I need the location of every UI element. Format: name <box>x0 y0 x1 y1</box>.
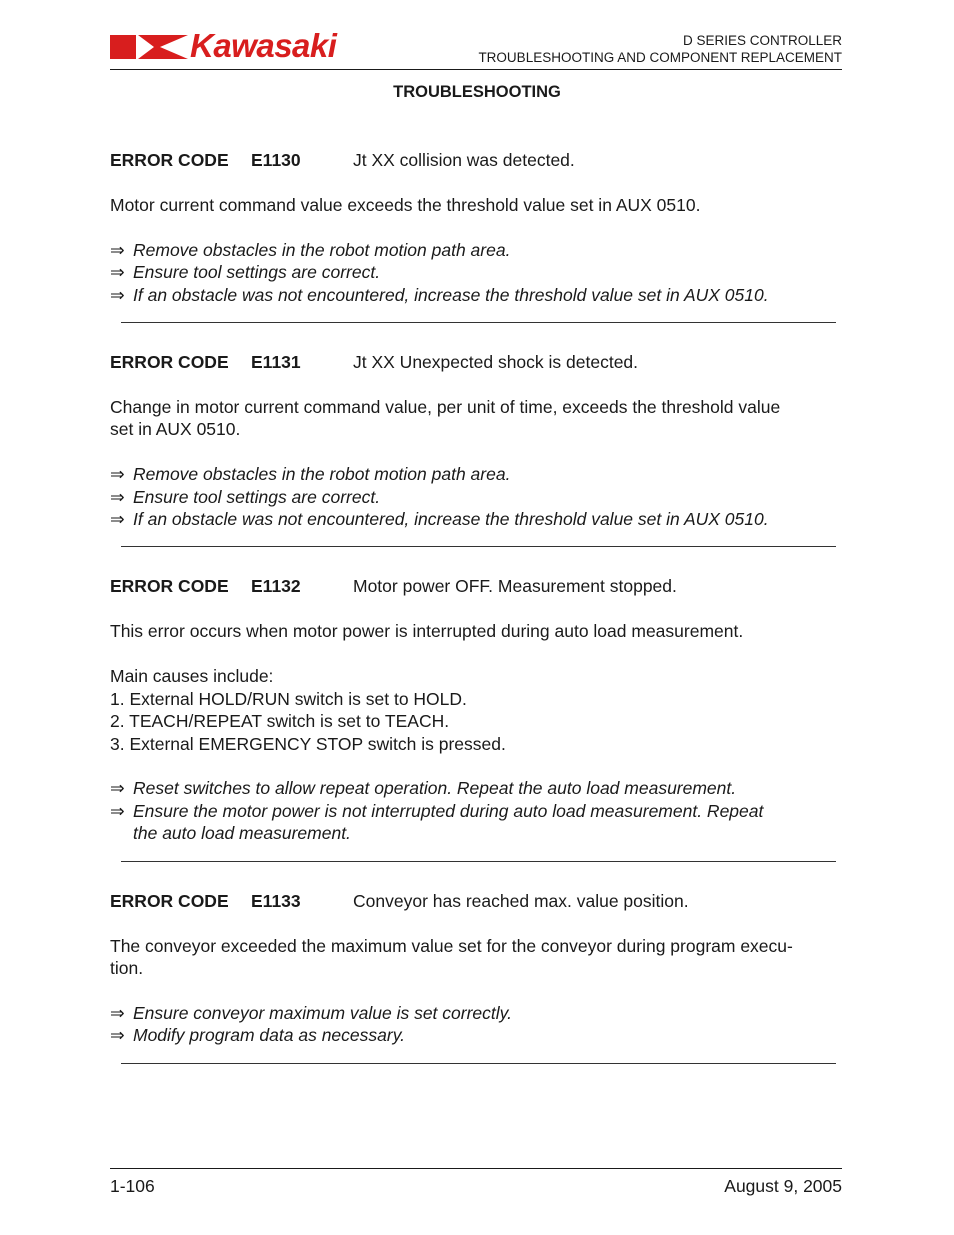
action-text: Modify program data as necessary. <box>133 1025 406 1045</box>
section-title: TROUBLESHOOTING <box>393 83 561 101</box>
action-text: Remove obstacles in the robot motion path area. <box>133 464 511 484</box>
header-divider <box>110 69 842 70</box>
arrow-icon: ⇒ <box>110 1003 125 1023</box>
error-heading-e1133 <box>110 890 689 912</box>
error-label: ERROR CODE <box>110 150 229 170</box>
error-label: ERROR CODE <box>110 576 229 596</box>
arrow-icon: ⇒ <box>110 487 125 507</box>
arrow-icon: ⇒ <box>110 240 125 260</box>
action-item <box>110 284 769 306</box>
error-label: ERROR CODE <box>110 891 229 911</box>
error-description-cont: tion. <box>110 958 144 978</box>
action-text: Ensure tool settings are correct. <box>133 262 381 282</box>
action-text: Ensure conveyor maximum value is set correctly. <box>133 1003 512 1023</box>
footer-divider <box>110 1168 842 1169</box>
action-item <box>110 1002 512 1024</box>
arrow-icon: ⇒ <box>110 464 125 484</box>
arrow-icon: ⇒ <box>110 801 125 821</box>
causes-label: Main causes include: <box>110 666 274 686</box>
error-title: Jt XX Unexpected shock is detected. <box>353 352 639 372</box>
action-item <box>110 777 736 799</box>
action-text: If an obstacle was not encountered, increase the threshold value set in AUX 0510. <box>133 509 769 529</box>
page-number: 1-106 <box>110 1176 155 1196</box>
error-description: Motor current command value exceeds the threshold value set in AUX 0510. <box>110 195 701 215</box>
header-title-block <box>478 32 842 66</box>
section-separator <box>121 322 836 323</box>
cause-item: 1. External HOLD/RUN switch is set to HOLD. <box>110 689 467 709</box>
arrow-icon: ⇒ <box>110 285 125 305</box>
action-item <box>110 463 510 485</box>
action-text: Reset switches to allow repeat operation. Repeat the auto load measurement. <box>133 778 737 798</box>
header-line-1: D SERIES CONTROLLER <box>682 33 842 48</box>
error-title: Conveyor has reached max. value position. <box>353 891 689 911</box>
arrow-icon: ⇒ <box>110 1025 125 1045</box>
arrow-icon: ⇒ <box>110 262 125 282</box>
kawasaki-river-mark-icon <box>110 34 188 60</box>
arrow-icon: ⇒ <box>110 509 125 529</box>
error-description: The conveyor exceeded the maximum value set for the conveyor during program execu- <box>110 936 793 956</box>
error-description: Change in motor current command value, per unit of time, exceeds the threshold value <box>110 397 781 417</box>
error-code: E1130 <box>251 150 301 170</box>
action-text: Ensure tool settings are correct. <box>133 487 381 507</box>
action-text: If an obstacle was not encountered, increase the threshold value set in AUX 0510. <box>133 285 769 305</box>
error-code: E1131 <box>251 352 301 372</box>
error-heading-e1131 <box>110 351 639 373</box>
error-description: This error occurs when motor power is interrupted during auto load measurement. <box>110 621 744 641</box>
action-text-cont: the auto load measurement. <box>133 823 351 843</box>
arrow-icon: ⇒ <box>110 778 125 798</box>
section-separator <box>121 546 836 547</box>
action-item <box>110 1024 405 1046</box>
footer-date: August 9, 2005 <box>724 1176 842 1196</box>
error-label: ERROR CODE <box>110 352 229 372</box>
action-item <box>110 486 380 508</box>
cause-item: 3. External EMERGENCY STOP switch is pressed. <box>110 734 506 754</box>
error-heading-e1130 <box>110 149 575 171</box>
action-item <box>110 261 380 283</box>
logo-wordmark: Kawasaki <box>190 27 337 64</box>
section-separator <box>121 861 836 862</box>
error-title: Motor power OFF. Measurement stopped. <box>353 576 677 596</box>
section-separator <box>121 1063 836 1064</box>
header-line-2: TROUBLESHOOTING AND COMPONENT REPLACEMENT <box>478 50 842 65</box>
error-title: Jt XX collision was detected. <box>353 150 575 170</box>
error-code: E1132 <box>251 576 301 596</box>
action-item <box>110 508 769 530</box>
error-code: E1133 <box>251 891 301 911</box>
action-text: Ensure the motor power is not interrupted during auto load measurement. Repeat <box>133 801 764 821</box>
kawasaki-logo <box>110 27 390 66</box>
error-description-cont: set in AUX 0510. <box>110 419 241 439</box>
action-item <box>110 239 510 261</box>
action-item <box>110 800 763 822</box>
cause-item: 2. TEACH/REPEAT switch is set to TEACH. <box>110 711 450 731</box>
action-text: Remove obstacles in the robot motion path area. <box>133 240 511 260</box>
error-heading-e1132 <box>110 575 677 597</box>
